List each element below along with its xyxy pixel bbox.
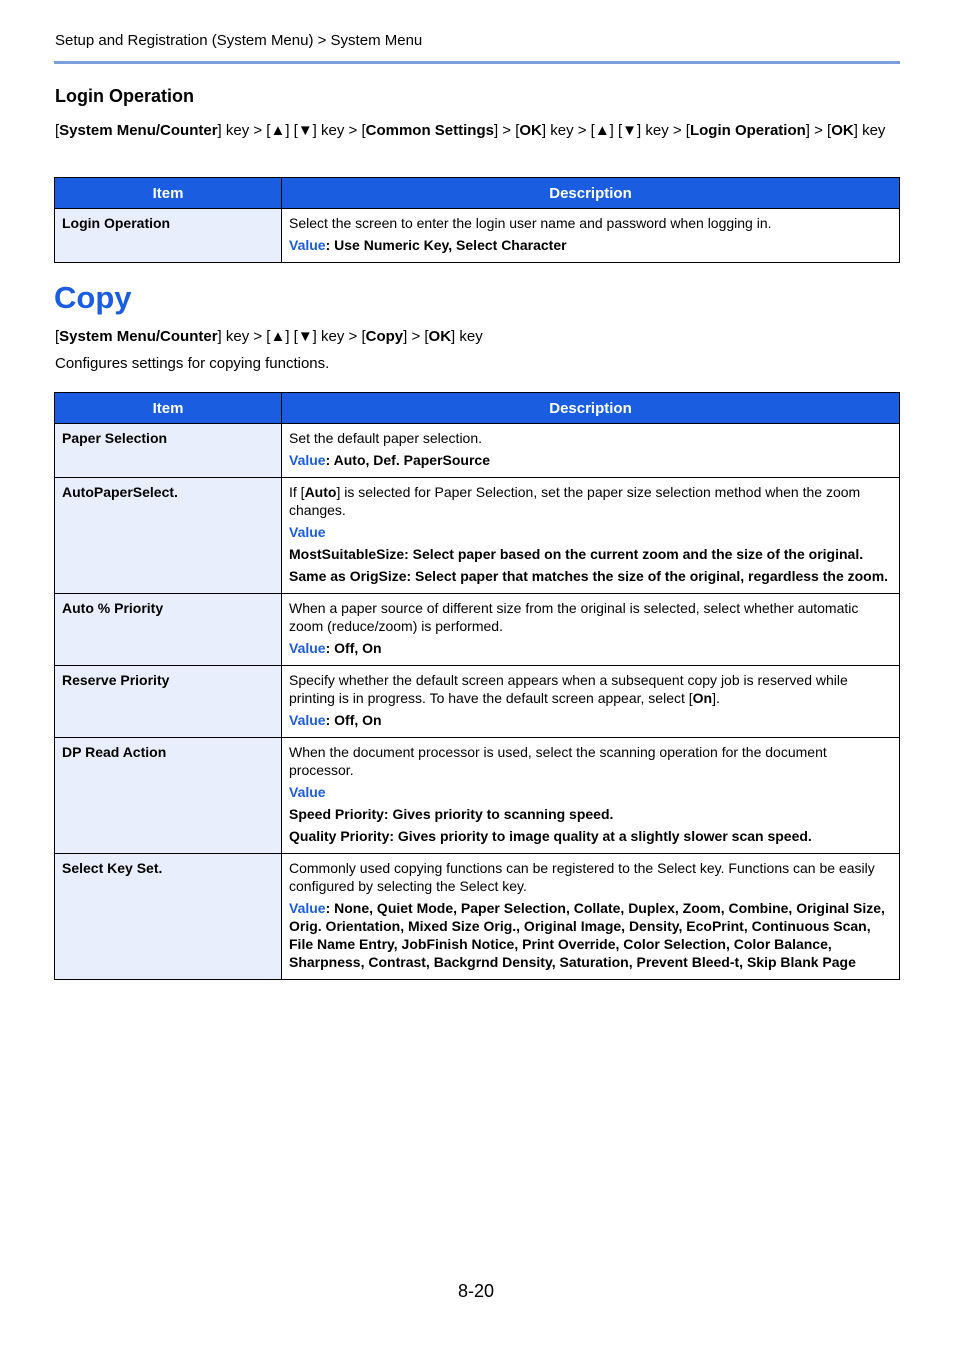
item-cell: Paper Selection: [55, 424, 282, 478]
description-cell: [282, 594, 900, 666]
path-text: ] key > [▲] [▼] key > [: [541, 122, 690, 139]
key-name: System Menu/Counter: [59, 328, 218, 345]
path-text: ] key > [▲] [▼] key > [: [217, 122, 366, 139]
description-text: Commonly used copying functions can be registered to the Select key. Functions can be easily configured by selecting the Select key.: [289, 860, 875, 894]
value-options: : Off, On: [325, 712, 382, 728]
copy-table-body: [55, 424, 900, 980]
login-table-body: [55, 209, 900, 263]
path-text: If [: [289, 484, 305, 500]
item-cell: AutoPaperSelect.: [55, 478, 282, 594]
description-cell: [282, 478, 900, 594]
table-row: [55, 209, 900, 263]
value-option: Speed Priority: Gives priority to scanning speed.: [289, 806, 614, 822]
copy-settings-table: [54, 392, 900, 980]
path-text: [: [55, 122, 60, 139]
path-text: ].: [712, 690, 720, 706]
description-text: Select the screen to enter the login user name and password when logging in.: [289, 215, 772, 231]
item-cell: Select Key Set.: [55, 854, 282, 980]
value-row: [289, 639, 892, 657]
value-row: [289, 236, 892, 254]
section-heading-login-operation: Login Operation: [55, 86, 194, 106]
column-header-item: Item: [55, 393, 282, 424]
path-text: ] key: [853, 122, 886, 139]
page-number: 8-20: [458, 1281, 495, 1301]
table-row: [55, 666, 900, 738]
description-cell: [282, 854, 900, 980]
description-cell: [282, 424, 900, 478]
value-label: Value: [289, 524, 326, 540]
header-rule: [54, 61, 900, 64]
description-text: [289, 483, 892, 519]
path-text: ] is selected for Paper Selection, set the paper size selection method when the zoom changes.: [289, 484, 861, 518]
page-title-copy: Copy: [54, 280, 132, 315]
value-options: : Off, On: [325, 640, 382, 656]
key-name: OK: [519, 122, 542, 139]
copy-description: Configures settings for copying functions.: [55, 355, 330, 372]
value-option: Quality Priority: Gives priority to image quality at a slightly slower scan speed.: [289, 828, 812, 844]
path-text: ] key > [▲] [▼] key > [: [217, 328, 366, 345]
key-name: Login Operation: [689, 122, 806, 139]
value-options: : Use Numeric Key, Select Character: [325, 237, 567, 253]
key-name: Auto: [304, 484, 337, 500]
path-text: Specify whether the default screen appears when a subsequent copy job is reserved while printing is in progress. To have the default screen appear, select [: [289, 672, 848, 706]
item-cell: Reserve Priority: [55, 666, 282, 738]
value-option: Same as OrigSize: Select paper that matches the size of the original, regardless the zoom.: [289, 568, 889, 584]
value-label: Value: [289, 452, 326, 468]
key-name: OK: [428, 328, 452, 345]
value-label: Value: [289, 237, 326, 253]
description-cell: [282, 738, 900, 854]
item-cell: DP Read Action: [55, 738, 282, 854]
path-text: ] > [: [805, 122, 832, 139]
table-row: [55, 854, 900, 980]
key-name: On: [692, 690, 713, 706]
key-name: System Menu/Counter: [59, 122, 218, 139]
key-name: OK: [831, 122, 854, 139]
value-row: [289, 451, 892, 469]
value-row: [289, 523, 892, 541]
description-cell: [282, 666, 900, 738]
key-name: Copy: [365, 328, 404, 345]
value-row: [289, 711, 892, 729]
column-header-description: Description: [282, 393, 900, 424]
value-label: Value: [289, 640, 326, 656]
login-operation-table: [54, 177, 900, 263]
column-header-description: Description: [282, 178, 900, 209]
path-text: [: [55, 328, 60, 345]
item-cell: Auto % Priority: [55, 594, 282, 666]
table-row: [55, 738, 900, 854]
breadcrumb: Setup and Registration (System Menu) > System Menu: [55, 32, 423, 49]
value-options: : None, Quiet Mode, Paper Selection, Collate, Duplex, Zoom, Combine, Original Size, Orig. Orientation, Mixed Size Orig., Original Image, Density, EcoPrint, Continuous Scan, File Name Entry, JobFinish Notice, Print Override, Color Selection, Color Balance, Sharpness, Contrast, Backgrnd Density, Saturation, Prevent Bleed-t, Skip Blank Page: [289, 900, 885, 970]
copy-menu-path: [55, 327, 483, 347]
value-row: [289, 899, 892, 971]
login-operation-menu-path: [55, 121, 895, 141]
description-text: [289, 671, 892, 707]
value-label: Value: [289, 900, 326, 916]
value-row: [289, 783, 892, 801]
path-text: ] > [: [403, 328, 429, 345]
table-row: [55, 594, 900, 666]
item-cell: Login Operation: [55, 209, 282, 263]
description-text: When a paper source of different size from the original is selected, select whether automatic zoom (reduce/zoom) is performed.: [289, 600, 859, 634]
table-row: [55, 478, 900, 594]
description-text: Set the default paper selection.: [289, 430, 483, 446]
path-text: ] > [: [493, 122, 520, 139]
value-label: Value: [289, 784, 326, 800]
key-name: Common Settings: [365, 122, 494, 139]
description-cell: [282, 209, 900, 263]
description-text: When the document processor is used, select the scanning operation for the document processor.: [289, 744, 827, 778]
column-header-item: Item: [55, 178, 282, 209]
value-label: Value: [289, 712, 326, 728]
table-row: [55, 424, 900, 478]
value-option: MostSuitableSize: Select paper based on the current zoom and the size of the original.: [289, 546, 864, 562]
value-options: : Auto, Def. PaperSource: [325, 452, 490, 468]
path-text: ] key: [451, 328, 483, 345]
